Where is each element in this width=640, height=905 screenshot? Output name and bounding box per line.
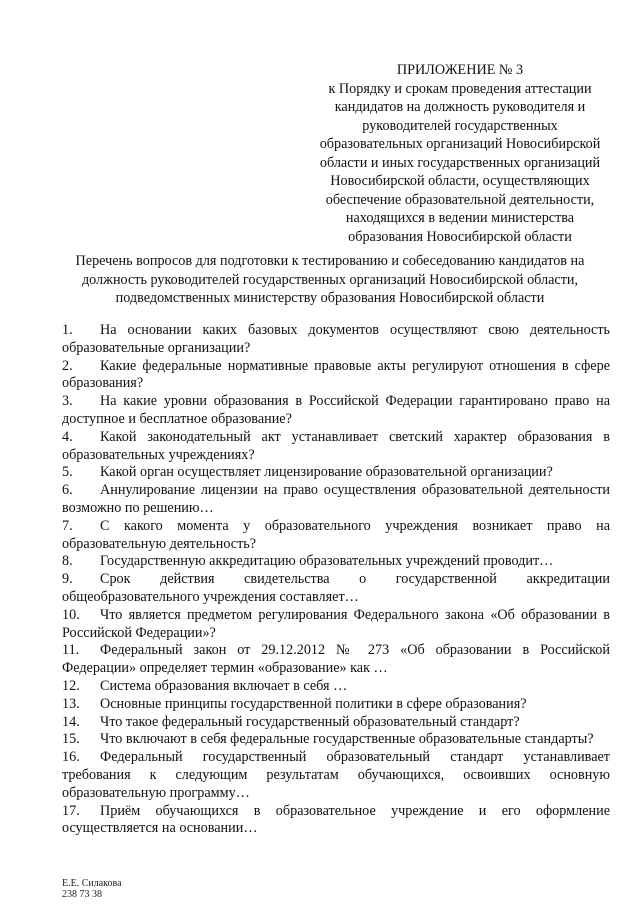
question-item (62, 464, 610, 482)
question-text: Какие федеральные нормативные правовые акты регулируют отношения в сфере образования? (62, 357, 610, 392)
question-number: 8. (62, 553, 73, 570)
question-item (62, 678, 610, 696)
question-number: 6. (62, 482, 73, 499)
question-text: На какие уровни образования в Российской Федерации гарантировано право на доступное и бесплатное образование? (62, 393, 610, 427)
author-phone: 238 73 38 (62, 889, 102, 900)
question-item (62, 518, 610, 554)
appendix-line: образования Новосибирской области (348, 228, 572, 245)
question-item (62, 429, 610, 465)
appendix-line: обеспечение образовательной деятельности, (325, 191, 595, 208)
appendix-block (300, 61, 620, 246)
question-item (62, 607, 610, 643)
heading-line: подведомственных министерству образования Новосибирской области (115, 290, 545, 306)
question-text: Какой орган осуществляет лицензирование образовательной организации? (100, 464, 553, 481)
question-number: 12. (62, 677, 80, 694)
question-item (62, 731, 610, 749)
appendix-line: области и иных государственных организаций (319, 154, 601, 171)
question-item (62, 696, 610, 714)
question-number: 4. (62, 428, 73, 445)
appendix-title: ПРИЛОЖЕНИЕ № 3 (396, 62, 524, 78)
question-text: Государственную аккредитацию образовательных учреждений проводит… (100, 553, 554, 570)
question-text: Что включают в себя федеральные государственные образовательные стандарты? (100, 731, 594, 748)
question-number: 2. (62, 357, 73, 374)
question-text: Приём обучающихся в образовательное учреждение и его оформление осуществляется на основании… (62, 802, 610, 837)
question-text: Аннулирование лицензии на право осуществления образовательной деятельности возможно по решению… (62, 482, 610, 516)
author-footer (62, 878, 122, 900)
question-item (62, 322, 610, 358)
question-text: На основании каких базовых документов осуществляют свою деятельность образовательные организации? (62, 322, 610, 356)
question-text: Какой законодательный акт устанавливает светский характер образования в образовательных учреждениях? (62, 428, 610, 463)
question-item (62, 803, 610, 839)
question-number: 15. (62, 731, 80, 748)
question-number: 11. (62, 642, 80, 659)
question-item (62, 642, 610, 678)
question-text: Что является предметом регулирования Федерального закона «Об образовании в Российской Федерации»? (62, 606, 610, 641)
question-list (62, 322, 610, 838)
appendix-line: к Порядку и срокам проведения аттестации (328, 80, 592, 97)
heading-line: Перечень вопросов для подготовки к тестированию и собеседованию кандидатов на (75, 253, 585, 269)
question-text: Федеральный государственный образовательный стандарт устанавливает требования к следующим результатам обучающихся, освоивших основную образовательную программу… (62, 749, 610, 801)
question-text: С какого момента у образовательного учреждения возникает право на образовательную деятельность? (62, 517, 610, 552)
question-number: 1. (62, 322, 73, 338)
document-heading (40, 252, 620, 308)
appendix-line: кандидатов на должность руководителя и (334, 99, 586, 115)
question-text: Срок действия свидетельства о государственной аккредитации общеобразовательного учреждения составляет… (62, 571, 610, 605)
appendix-line: Новосибирской области, осуществляющих (330, 173, 590, 189)
question-item (62, 571, 610, 607)
heading-line: должность руководителей государственных организаций Новосибирской области, (81, 271, 579, 288)
question-number: 3. (62, 393, 73, 410)
appendix-line: находящихся в ведении министерства (345, 210, 575, 226)
question-number: 17. (62, 802, 80, 819)
question-number: 9. (62, 571, 73, 588)
question-number: 10. (62, 606, 80, 623)
question-number: 7. (62, 517, 73, 534)
question-number: 5. (62, 464, 73, 481)
author-name: Е.Е. Силакова (62, 878, 122, 889)
question-text: Федеральный закон от 29.12.2012 № 273 «Об образовании в Российской Федерации» определяет термин «образование» как … (62, 642, 610, 677)
question-number: 14. (62, 713, 80, 730)
question-item (62, 749, 610, 802)
appendix-line: образовательных организаций Новосибирской (319, 136, 601, 152)
question-item (62, 482, 610, 518)
question-text: Система образования включает в себя … (100, 677, 348, 694)
appendix-line: руководителей государственных (362, 117, 558, 134)
question-text: Что такое федеральный государственный образовательный стандарт? (100, 713, 520, 730)
question-item (62, 553, 610, 571)
question-item (62, 393, 610, 429)
question-text: Основные принципы государственной политики в сфере образования? (100, 695, 527, 712)
question-number: 13. (62, 695, 80, 712)
question-item (62, 714, 610, 732)
question-item (62, 358, 610, 394)
question-number: 16. (62, 749, 80, 766)
